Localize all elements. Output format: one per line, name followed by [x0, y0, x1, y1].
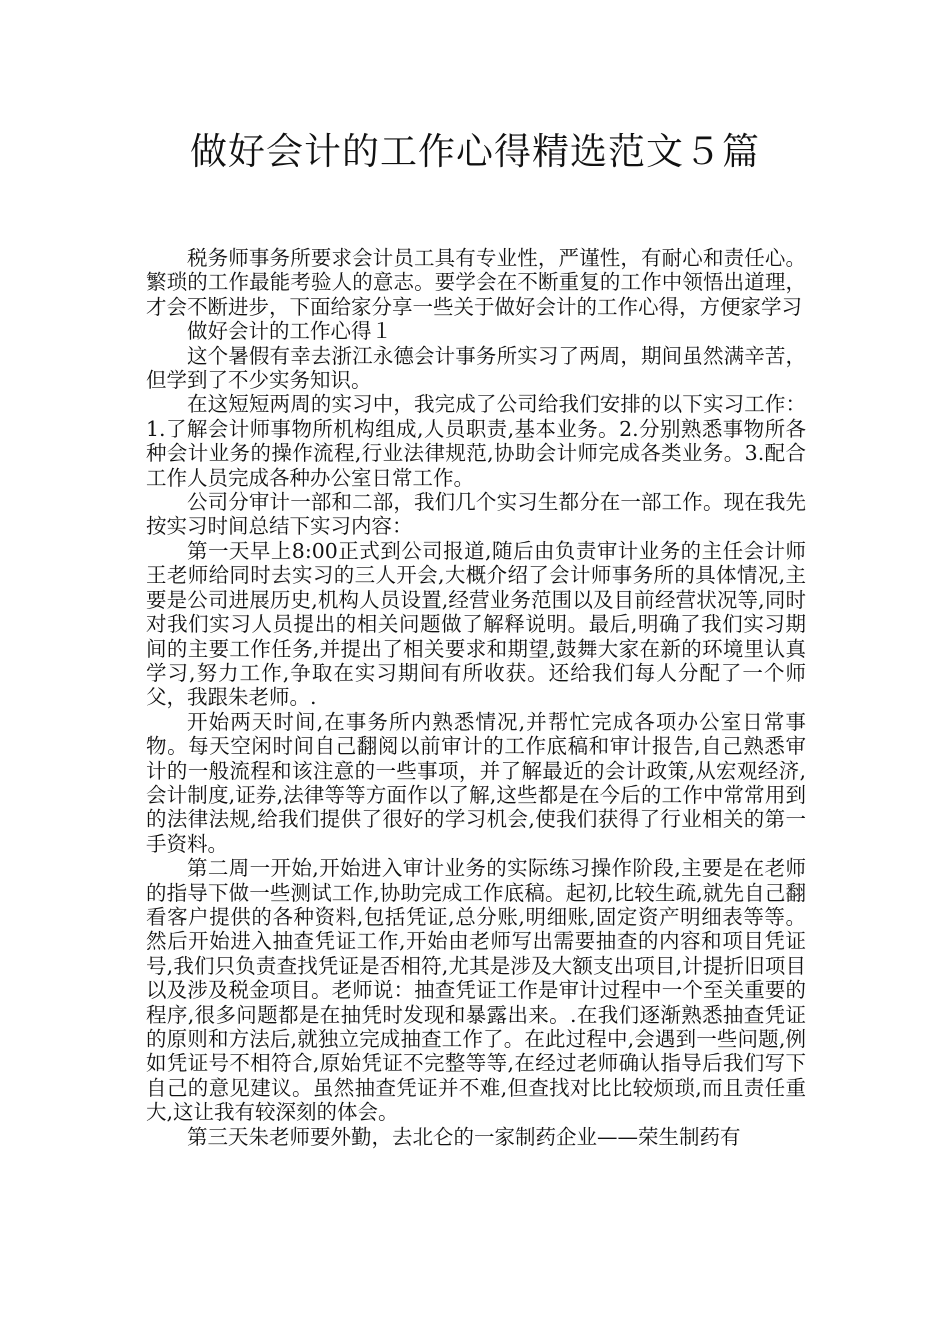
section-heading: 做好会计的工作心得１	[187, 319, 392, 344]
paragraph-intro: 税务师事务所要求会计员工具有专业性，严谨性，有耐心和责任心。繁琐的工作最能考验人的意志。要学会在不断重复的工作中领悟出道理，才会不断进步，下面给家分享一些关于做好会计的工作心得，方便家学习	[146, 246, 806, 319]
paragraph: 这个暑假有幸去浙江永德会计事务所实习了两周，期间虽然满辛苦，但学到了不少实务知识。	[146, 343, 806, 393]
document-body	[146, 246, 806, 1149]
document-title: 做好会计的工作心得精选范文５篇	[190, 130, 760, 173]
paragraph: 公司分审计一部和二部，我们几个实习生都分在一部工作。现在我先按实习时间总结下实习内容：	[146, 490, 806, 539]
paragraph: 第一天早上8:00正式到公司报道,随后由负责审计业务的主任会计师王老师给同时去实习的三人开会,大概介绍了会计师事务所的具体情况,主要是公司进展历史,机构人员设置,经营业务范围以及目前经营状况等,同时对我们实习人员提出的相关问题做了解释说明。最后,明确了我们实习期间的主要工作任务,并提出了相关要求和期望,鼓舞大家在新的环境里认真学习,努力工作,争取在实习期间有所收获。还给我们每人分配了一个师父，我跟朱老师。.	[146, 538, 806, 710]
paragraph: 第三天朱老师要外勤，去北仑的一家制药企业——荣生制药有	[187, 1124, 741, 1149]
paragraph: 在这短短两周的实习中，我完成了公司给我们安排的以下实习工作：1.了解会计师事物所机构组成,人员职责,基本业务。2.分别熟悉事物所各种会计业务的操作流程,行业法律规范,协助会计师完成各类业务。3.配合工作人员完成各种办公室日常工作。	[146, 392, 806, 490]
paragraph: 开始两天时间,在事务所内熟悉情况,并帮忙完成各项办公室日常事物。每天空闲时间自己翻阅以前审计的工作底稿和审计报告,自己熟悉审计的一般流程和该注意的一些事项，并了解最近的会计政策,从宏观经济,会计制度,证券,法律等等方面作以了解,这些都是在今后的工作中常常用到的法律法规,给我们提供了很好的学习机会,使我们获得了行业相关的第一手资料。	[146, 709, 806, 856]
paragraph: 第二周一开始,开始进入审计业务的实际练习操作阶段,主要是在老师的指导下做一些测试工作,协助完成工作底稿。起初,比较生疏,就先自己翻看客户提供的各种资料,包括凭证,总分账,明细账,固定资产明细表等等。然后开始进入抽查凭证工作,开始由老师写出需要抽查的内容和项目凭证号,我们只负责查找凭证是否相符,尤其是涉及大额支出项目,计提折旧项目以及涉及税金项目。老师说：抽查凭证工作是审计过程中一个至关重要的程序,很多问题都是在抽凭时发现和暴露出来。.在我们逐渐熟悉抽查凭证的原则和方法后,就独立完成抽查工作了。在此过程中,会遇到一些问题,例如凭证号不相符合,原始凭证不完整等等,在经过老师确认指导后我们写下自己的意见建议。虽然抽查凭证并不难,但查找对比比较烦琐,而且责任重大,这让我有较深刻的体会。	[146, 856, 806, 1125]
